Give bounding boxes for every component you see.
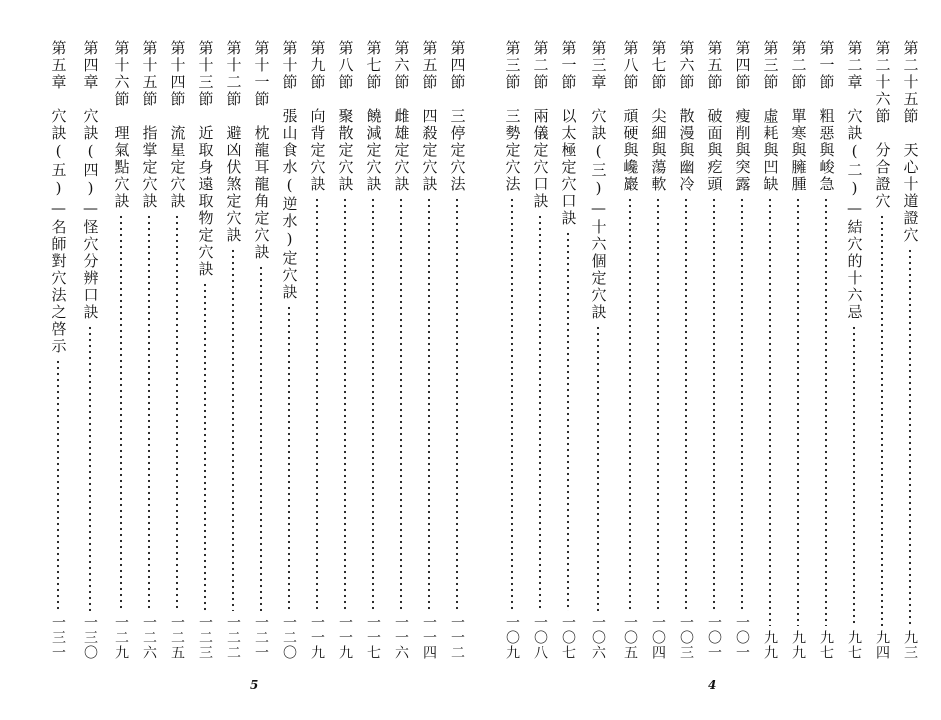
toc-entry-title: 第十六節 理氣點穴訣: [112, 40, 131, 210]
toc-entry-page: 一〇六: [590, 615, 606, 660]
leader-dots: [120, 214, 122, 611]
leader-dots: [567, 231, 569, 611]
toc-entry: [674, 40, 698, 660]
toc-entry-title: 第六節 雌雄定穴訣: [392, 40, 411, 193]
leader-dots: [539, 214, 541, 611]
toc-entry-page: 九九: [790, 630, 806, 660]
leader-dots: [657, 197, 659, 611]
leader-dots: [909, 248, 911, 626]
toc-entry-page: 一三〇: [82, 615, 98, 660]
leader-dots: [741, 197, 743, 611]
toc-entry-title: 第四節 瘦削與突露: [733, 40, 752, 193]
toc-entry-title: 第五節 破面與疙頭: [705, 40, 724, 193]
page-number: 4: [708, 678, 717, 692]
leader-dots: [629, 197, 631, 611]
toc-entry-page: 一一七: [365, 615, 381, 660]
toc-entry-title: 第一節 以太極定穴口訣: [559, 40, 578, 227]
toc-entry-page: 一〇五: [622, 615, 638, 660]
leader-dots: [57, 359, 59, 611]
toc-entry-title: 第八節 頑硬與巉巖: [621, 40, 640, 193]
toc-entry: [249, 40, 273, 660]
toc-entry: [702, 40, 726, 660]
toc-entry-page: 一二二: [225, 615, 241, 660]
toc-entry-page: 一一二: [449, 615, 465, 660]
toc-entry-title: 第十四節 流星定穴訣: [168, 40, 187, 210]
right-page: [470, 0, 941, 720]
toc-entry-title: 第十五節 指掌定穴訣: [140, 40, 159, 210]
toc-entry-title: 第七節 饒減定穴訣: [364, 40, 383, 193]
toc-entry-page: 一〇四: [650, 615, 666, 660]
toc-entry-page: 九九: [762, 630, 778, 660]
toc-entry-page: 一〇九: [504, 615, 520, 660]
leader-dots: [232, 248, 234, 611]
left-page: [0, 0, 470, 720]
toc-entry-page: 一〇一: [706, 615, 722, 660]
toc-entry: [193, 40, 217, 660]
toc-entry-page: 一一六: [393, 615, 409, 660]
toc-entry-page: 一二九: [113, 615, 129, 660]
toc-entry: [361, 40, 385, 660]
toc-entry-title: 第一節 粗惡與峻急: [817, 40, 836, 193]
toc-entry: [528, 40, 552, 660]
toc-entry-title: 第八節 聚散定穴訣: [336, 40, 355, 193]
toc-entry-title: 第二章 穴訣(二)—結穴的十六忌: [845, 40, 864, 321]
leader-dots: [400, 197, 402, 611]
toc-entry-page: 一〇三: [678, 615, 694, 660]
toc-entry-title: 第二節 單寒與臃腫: [789, 40, 808, 193]
toc-entry-title: 第五章 穴訣(五)—名師對穴法之啓示: [49, 40, 68, 355]
toc-entry-page: 一二一: [253, 615, 269, 660]
toc-entry-page: 九七: [846, 630, 862, 660]
toc-entry: [870, 40, 894, 660]
toc-entry: [417, 40, 441, 660]
toc-entry-page: 一二六: [141, 615, 157, 660]
toc-entry-title: 第十一節 枕龍耳龍角定穴訣: [252, 40, 271, 261]
toc-entry-title: 第三章 穴訣(三)—十六個定穴訣: [589, 40, 608, 321]
toc-entry-page: 一〇七: [560, 615, 576, 660]
leader-dots: [344, 197, 346, 611]
leader-dots: [428, 197, 430, 611]
leader-dots: [176, 214, 178, 611]
toc-entry: [730, 40, 754, 660]
leader-dots: [511, 197, 513, 611]
leader-dots: [597, 325, 599, 611]
toc-entry-title: 第三節 三勢定穴法: [503, 40, 522, 193]
leader-dots: [288, 305, 290, 611]
toc-entry-page: 九三: [902, 630, 918, 660]
toc-entry-title: 第十節 張山食水(逆水)定穴訣: [280, 40, 299, 301]
toc-entry: [814, 40, 838, 660]
toc-entry: [618, 40, 642, 660]
toc-entry-page: 一一九: [309, 615, 325, 660]
toc-entry-title: 第三節 虛耗與凹缺: [761, 40, 780, 193]
toc-entry: [786, 40, 810, 660]
toc-entry: [46, 40, 70, 660]
toc-entry-page: 九四: [874, 630, 890, 660]
toc-entry-title: 第四節 三停定穴法: [448, 40, 467, 193]
toc-entry-page: 九七: [818, 630, 834, 660]
leader-dots: [881, 214, 883, 626]
toc-entry: [305, 40, 329, 660]
toc-entry-title: 第十三節 近取身遠取物定穴訣: [196, 40, 215, 278]
toc-entry-page: 一一九: [337, 615, 353, 660]
toc-entry: [586, 40, 610, 660]
toc-entry-title: 第四章 穴訣(四)—怪穴分辨口訣: [81, 40, 100, 321]
leader-dots: [89, 325, 91, 611]
toc-entry-title: 第五節 四殺定穴訣: [420, 40, 439, 193]
toc-entry-page: 一二五: [169, 615, 185, 660]
toc-entry: [898, 40, 922, 660]
toc-entry: [165, 40, 189, 660]
toc-entry: [277, 40, 301, 660]
toc-entry: [389, 40, 413, 660]
toc-entry-title: 第七節 尖細與蕩軟: [649, 40, 668, 193]
toc-entry-page: 一一四: [421, 615, 437, 660]
toc-entry-page: 一〇八: [532, 615, 548, 660]
toc-entry: [646, 40, 670, 660]
toc-entry-title: 第六節 散漫與幽冷: [677, 40, 696, 193]
leader-dots: [260, 265, 262, 611]
toc-entry: [333, 40, 357, 660]
toc-entry-title: 第二十六節 分合證穴: [873, 40, 892, 210]
toc-entry: [445, 40, 469, 660]
leader-dots: [456, 197, 458, 611]
leader-dots: [769, 197, 771, 626]
leader-dots: [204, 282, 206, 611]
toc-entry: [78, 40, 102, 660]
leader-dots: [853, 325, 855, 626]
toc-entry: [137, 40, 161, 660]
toc-entry: [221, 40, 245, 660]
toc-entry: [109, 40, 133, 660]
toc-entry-page: 一〇一: [734, 615, 750, 660]
toc-entry: [500, 40, 524, 660]
page-number: 5: [250, 678, 259, 692]
toc-entry-page: 一二〇: [281, 615, 297, 660]
toc-entry-title: 第二節 兩儀定穴口訣: [531, 40, 550, 210]
toc-entry: [556, 40, 580, 660]
toc-entry-title: 第十二節 避凶伏煞定穴訣: [224, 40, 243, 244]
toc-entry: [758, 40, 782, 660]
leader-dots: [685, 197, 687, 611]
toc-entry-title: 第二十五節 天心十道證穴: [901, 40, 920, 244]
leader-dots: [316, 197, 318, 611]
leader-dots: [148, 214, 150, 611]
leader-dots: [825, 197, 827, 626]
toc-entry: [842, 40, 866, 660]
leader-dots: [713, 197, 715, 611]
toc-entry-page: 一三一: [50, 615, 66, 660]
toc-entry-page: 一二三: [197, 615, 213, 660]
toc-entry-title: 第九節 向背定穴訣: [308, 40, 327, 193]
leader-dots: [797, 197, 799, 626]
leader-dots: [372, 197, 374, 611]
